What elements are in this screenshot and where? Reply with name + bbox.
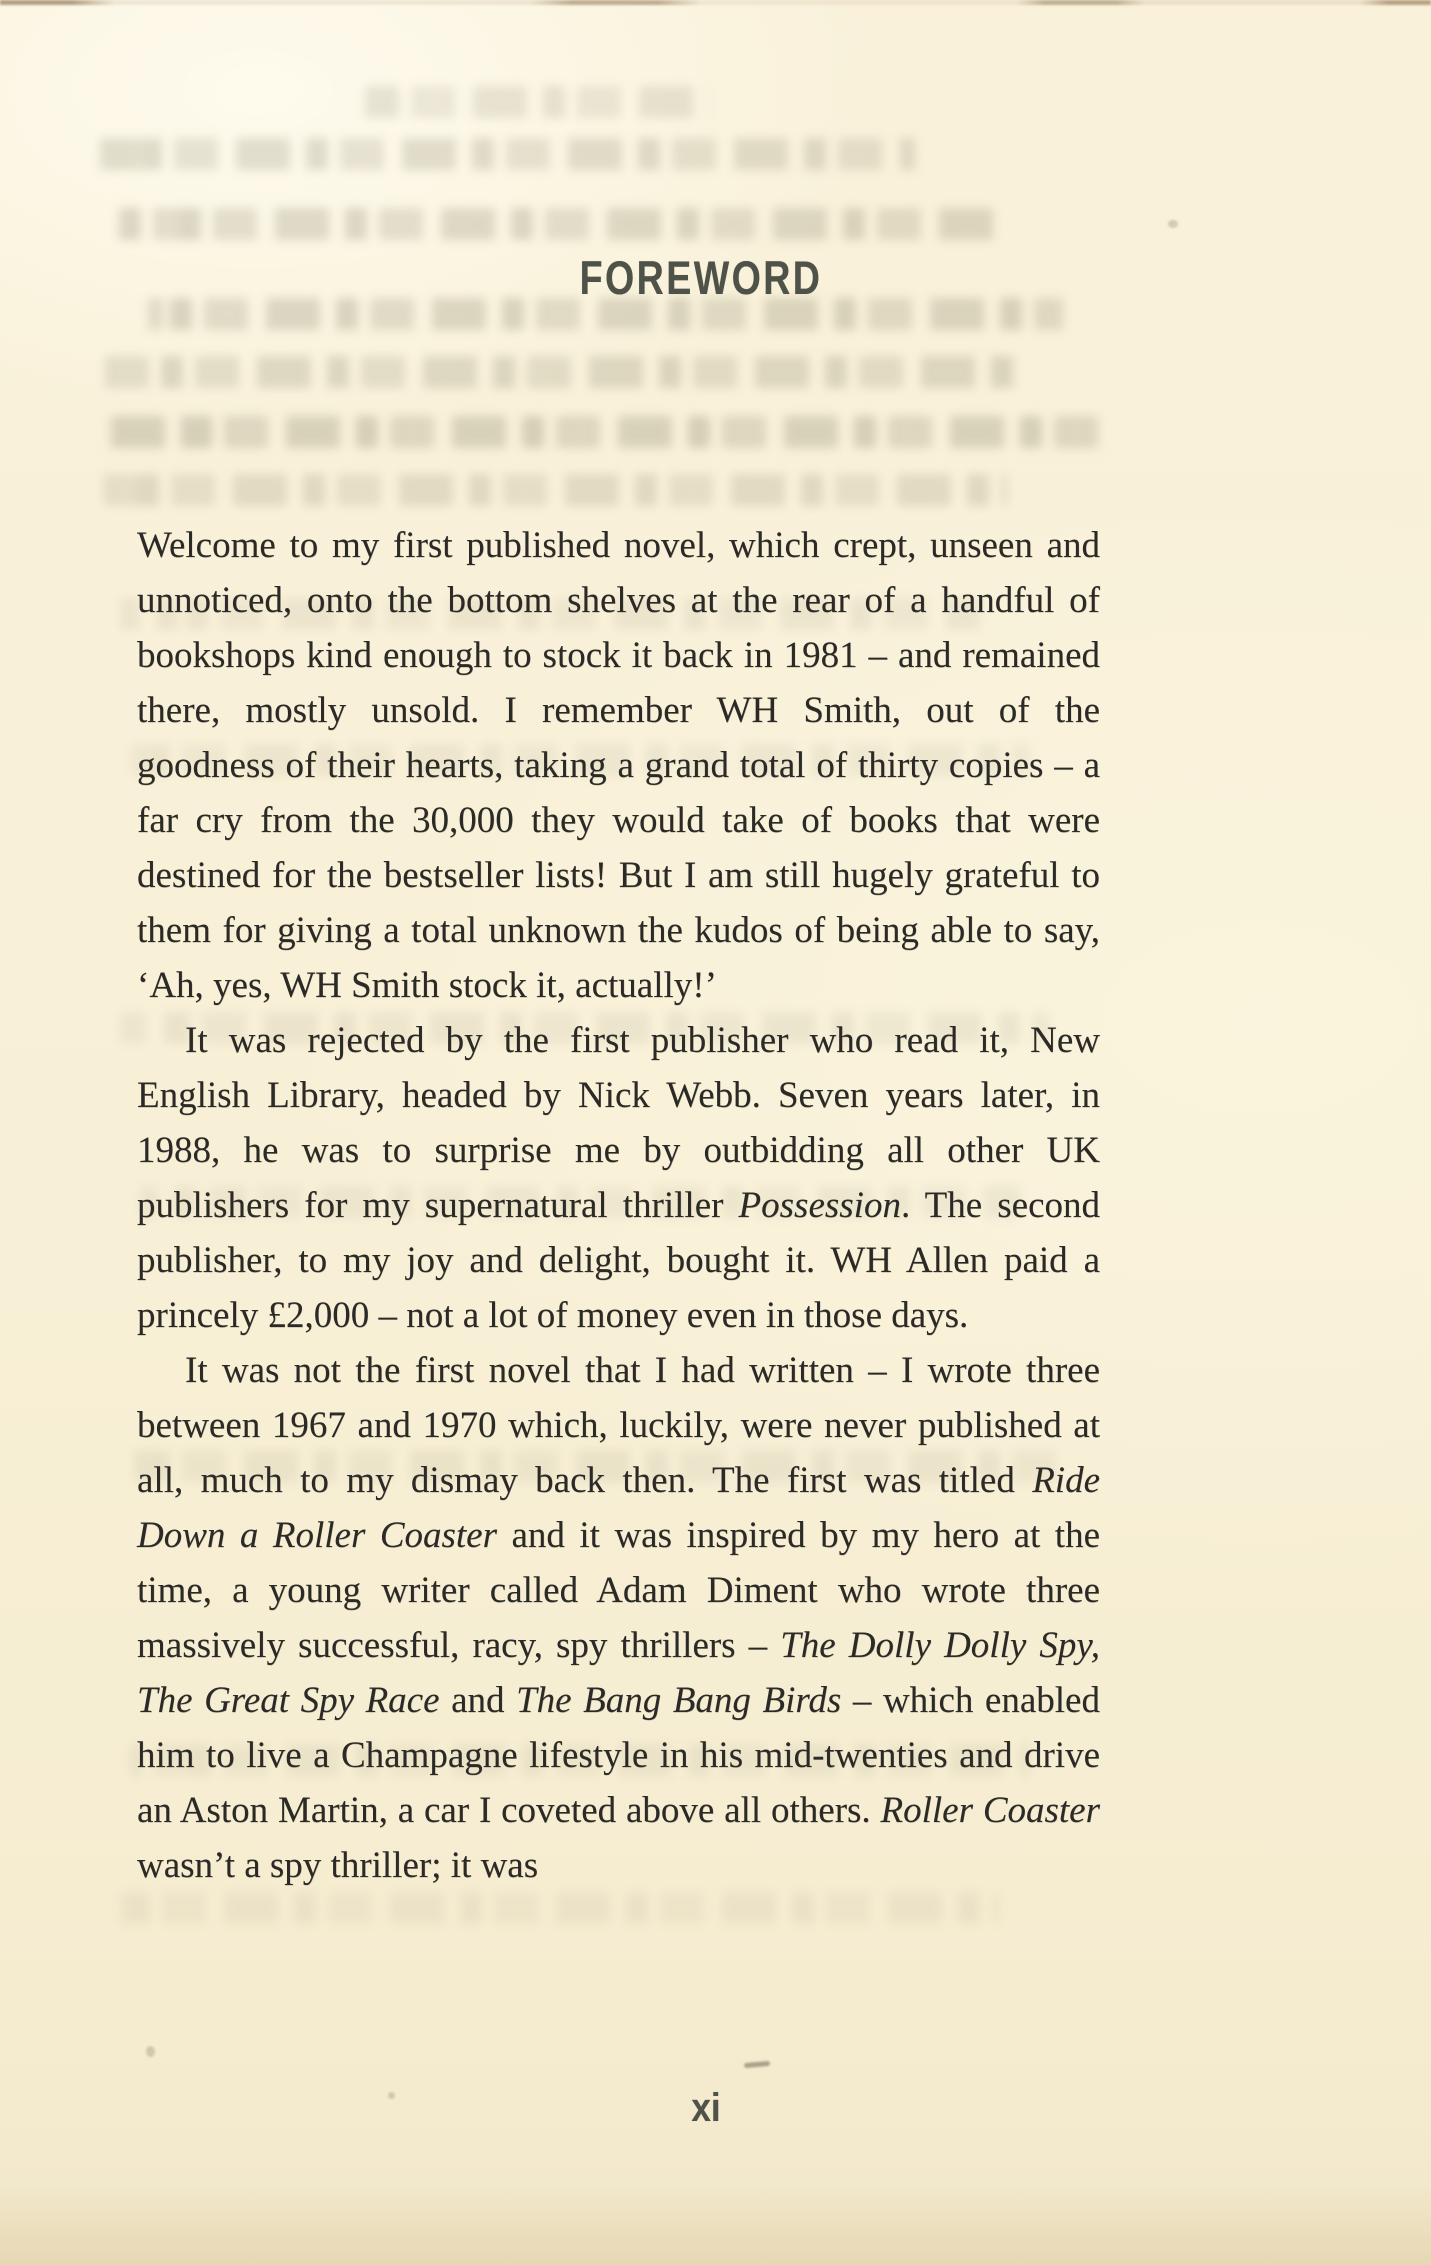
paragraph: It was rejected by the first publisher who read it, New English Library, headed by Nick Webb. Seven years later, in 1988, he was to surprise me by outbidding all other UK publishers for my supernatural thriller Possession. The second publisher, to my joy and delight, bought it. WH Allen paid a princely £2,000 – not a lot of money even in those days. bbox=[137, 1020, 1100, 1336]
bleed-through-row bbox=[100, 416, 1105, 448]
scan-bottom-shade bbox=[0, 2185, 1431, 2265]
paragraph: Welcome to my first published novel, which crept, unseen and unnoticed, onto the bottom shelves at the rear of a handful of bookshops kind enough to stock it back in 1981 – and remained there, mostly unsold. I remember WH Smith, out of the goodness of their hearts, taking a grand total of thirty copies – a far cry from the 30,000 they would take of books that were destined for the bestseller lists! But I am still hugely grateful to them for giving a total unknown the kudos of being able to say, ‘Ah, yes, WH Smith stock it, actually!’ bbox=[137, 525, 1100, 1006]
bleed-through-row bbox=[103, 474, 1008, 506]
paragraph: It was not the first novel that I had written – I wrote three between 1967 and 1970 which, luckily, were never published at all, much to my dismay back then. The first was titled Ride Down a Roller Coaster and it was inspired by my hero at the time, a young writer called Adam Diment who wrote three massively successful, racy, spy thrillers – The Dolly Dolly Spy, The Great Spy Race and The Bang Bang Birds – which enabled him to live a Champagne lifestyle in his mid-twenties and drive an Aston Martin, a car I coveted above all others. Roller Coaster wasn’t a spy thriller; it was bbox=[137, 1350, 1101, 1886]
scan-top-edge bbox=[0, 0, 1431, 5]
scan-speck bbox=[146, 2046, 155, 2057]
bleed-through-row bbox=[365, 86, 710, 118]
body-text bbox=[137, 518, 1100, 1893]
chapter-heading: FOREWORD bbox=[579, 251, 823, 304]
page-number: xi bbox=[691, 2086, 721, 2130]
scan-speck bbox=[1168, 220, 1178, 228]
bleed-through-row bbox=[105, 208, 995, 240]
bleed-through-row bbox=[103, 356, 1023, 388]
bleed-through-row bbox=[120, 1892, 1000, 1924]
bleed-through-row bbox=[100, 138, 915, 170]
pen-dash-mark bbox=[744, 2061, 770, 2068]
scan-speck bbox=[388, 2092, 395, 2099]
